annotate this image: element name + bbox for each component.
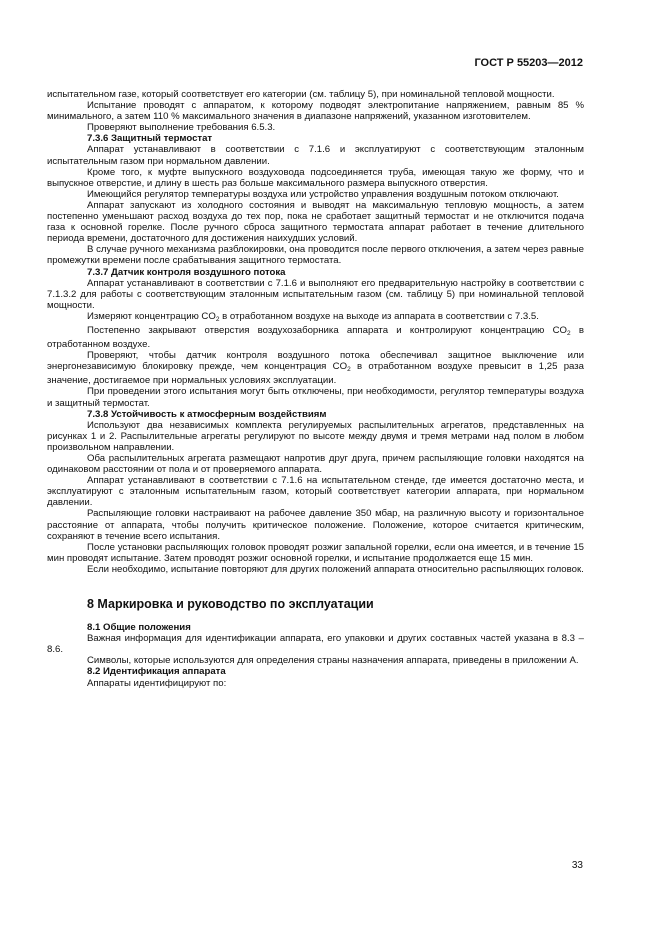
- text-run: Измеряют концентрацию CO: [87, 310, 216, 322]
- paragraph: Распыляющие головки настраивают на рабочее давление 350 мбар, на различную высоту и горизонтальное расстояние от аппарата, чтобы получить критическое положение. Положение, которое считается критическим, сохраняют в течение всего испытания.: [47, 508, 584, 542]
- chapter-heading-8: 8 Маркировка и руководство по эксплуатации: [87, 597, 374, 612]
- paragraph: При проведении этого испытания могут быть отключены, при необходимости, регулятор температуры воздуха и защитный термостат.: [47, 386, 584, 409]
- paragraph: Аппарат устанавливают в соответствии с 7.1.6 и эксплуатируют с соответствующим эталонным испытательным газом при нормальном давлении.: [47, 144, 584, 167]
- paragraph: Аппарат запускают из холодного состояния и выводят на максимальную тепловую мощность, а затем постепенно уменьшают расход воздуха до тех пор, пока не сработает защитный термостат и не отключится подача газа к основной горелке. После ручного сброса защитного термостата аппарат работает в течение длительного периода времени, достаточного для достижения наихудших условий.: [47, 199, 584, 245]
- text-run: Постепенно закрывают отверстия воздухозаборника аппарата и контролируют концентрацию CO: [87, 324, 568, 336]
- paragraph-co2-control: [47, 325, 584, 350]
- section-heading-7-3-8: 7.3.8 Устойчивость к атмосферным воздействиям: [87, 408, 327, 420]
- document-body: [47, 89, 584, 689]
- paragraph: Символы, которые используются для определения страны назначения аппарата, приведены в приложении А.: [87, 655, 579, 667]
- paragraph: испытательном газе, который соответствует его категории (см. таблицу 5), при номинальной тепловой мощности.: [47, 89, 555, 100]
- paragraph: Важная информация для идентификации аппарата, его упаковки и других составных частей указана в 8.3 – 8.6.: [47, 633, 584, 656]
- paragraph-co2-check: [47, 350, 584, 386]
- subscript: 2: [347, 366, 351, 374]
- text-run: в отработанном воздухе превысит в 1,25 раза значение, достигаемое при нормальных условиях эксплуатации.: [47, 361, 585, 387]
- paragraph: Кроме того, к муфте выпускного воздуховода подсоединяется труба, имеющая такую же форму, что и выпускное отверстие, и длину в шесть раз больше максимального размера выпускного отверстия.: [47, 166, 584, 189]
- section-heading-8-1: 8.1 Общие положения: [87, 622, 191, 634]
- page-number: 33: [571, 860, 583, 871]
- paragraph: Аппарат устанавливают в соответствии с 7.1.6 на испытательном стенде, где имеется достаточно места, и эксплуатируют с эталонным испытательным газом, который соответствует категории аппарата, при нормальном давлении.: [47, 475, 584, 509]
- section-heading-7-3-7: 7.3.7 Датчик контроля воздушного потока: [87, 266, 286, 278]
- paragraph: Аппараты идентифицируют по:: [87, 677, 227, 689]
- text-run: в отработанном воздухе на выходе из аппарата в соответствии с 7.3.5.: [219, 310, 539, 322]
- paragraph: Если необходимо, испытание повторяют для других положений аппарата относительно распыляющих головок.: [87, 563, 584, 575]
- section-heading-7-3-6: 7.3.6 Защитный термостат: [87, 133, 213, 145]
- section-heading-8-2: 8.2 Идентификация аппарата: [87, 666, 226, 678]
- paragraph: Проверяют выполнение требования 6.5.3.: [87, 122, 276, 134]
- text-run: в отработанном воздухе.: [47, 324, 584, 351]
- paragraph: После установки распыляющих головок проводят розжиг запальной горелки, если она имеется, и в течение 15 мин проводят испытание. Затем проводят розжиг основной горелки, и испытание продолжается еще 15 мин.: [47, 541, 584, 564]
- standard-header: ГОСТ Р 55203—2012: [474, 57, 583, 69]
- text-run: Проверяют, чтобы датчик контроля воздушного потока обеспечивал защитное выключение или энергонезависимую блокировку прежде, чем концентрация CO: [47, 350, 584, 373]
- paragraph: Аппарат устанавливают в соответствии с 7.1.6 и выполняют его предварительную настройку в соответствии с 7.1.3.2 для работы с соответствующим эталонным испытательным газом (см. таблицу 5) при номинальной тепловой мощности.: [47, 277, 584, 311]
- paragraph: Испытание проводят с аппаратом, к которому подводят электропитание напряжением, равным 85 % минимального, а затем 110 % максимального значения в диапазоне напряжений, указанном изготовителем.: [47, 100, 584, 123]
- subscript: 2: [215, 315, 220, 323]
- subscript: 2: [567, 329, 571, 337]
- paragraph: В случае ручного механизма разблокировки, она проводится после первого отключения, а затем через равные промежутки времени после срабатывания защитного термостата.: [47, 244, 584, 267]
- paragraph-co2-measure: [47, 311, 584, 325]
- paragraph: Используют два независимых комплекта регулируемых распылительных агрегатов, представленных на рисунках 1 и 2. Распылительные агрегаты регулируют по высоте между двумя и тремя метрами над полом в любом произвольном направлении.: [47, 419, 584, 453]
- paragraph: Имеющийся регулятор температуры воздуха или устройство управления воздушным потоком отключают.: [87, 188, 559, 200]
- paragraph: Оба распылительных агрегата размещают напротив друг друга, причем распыляющие головки находятся на одинаковом расстоянии от пола и от проверяемого аппарата.: [47, 453, 584, 476]
